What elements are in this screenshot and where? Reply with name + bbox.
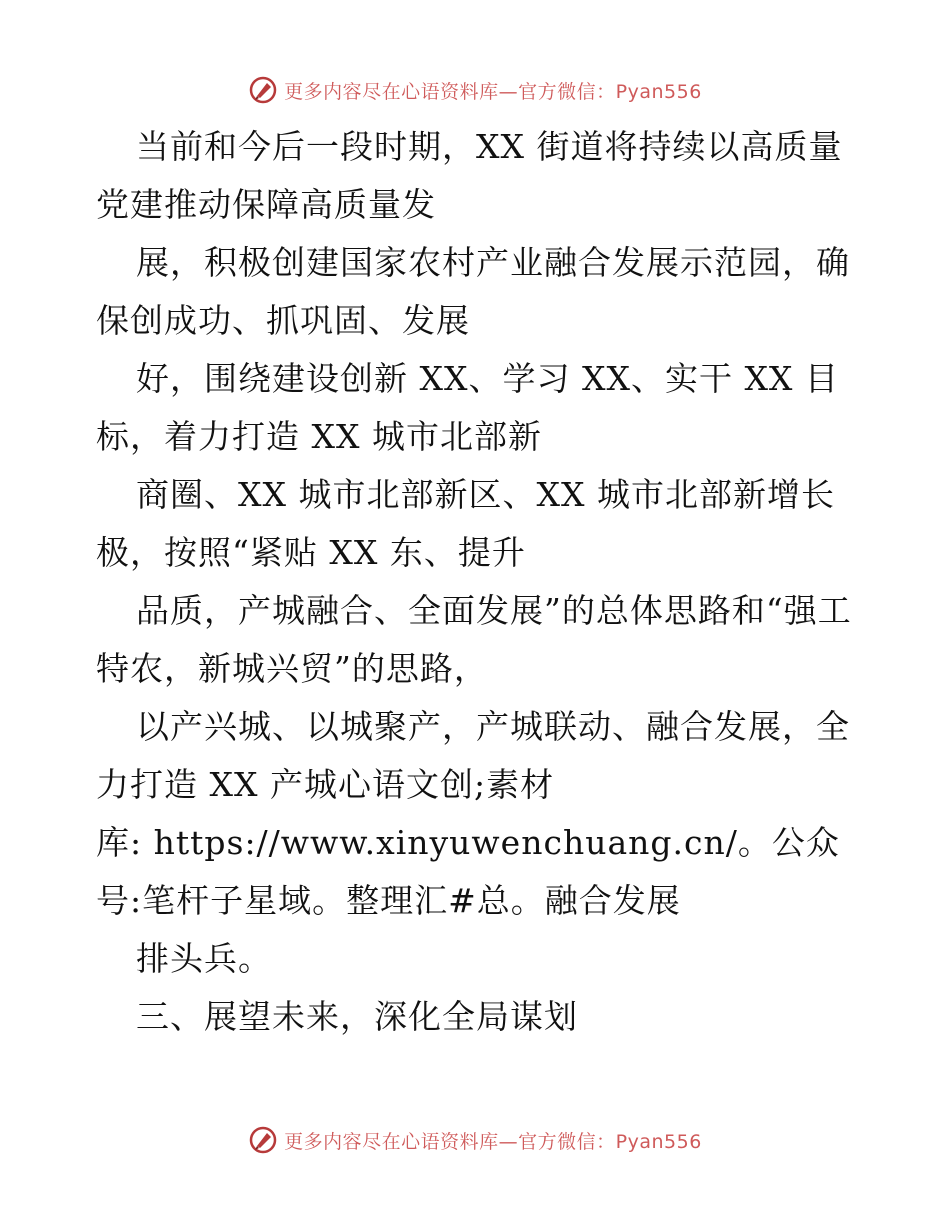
paragraph-2: 展，积极创建国家农村产业融合发展示范园，确保创成功、抓巩固、发展 (96, 243, 850, 340)
paragraph-3: 好，围绕建设创新 XX、学习 XX、实干 XX 目标，着力打造 XX 城市北部新 (96, 359, 839, 456)
footer-watermark (0, 1120, 950, 1160)
header-watermark (0, 70, 950, 110)
paragraph-7: 库: https://www.xinyuwenchuang.cn/。公众号:笔杆子星域。整理汇#总。融合发展 (96, 823, 840, 920)
pen-nib-icon (248, 75, 278, 105)
footer-watermark-text: 更多内容尽在心语资料库—官方微信：Pyan556 (284, 1130, 702, 1153)
paragraph-5: 品质，产城融合、全面发展”的总体思路和“强工特农，新城兴贸”的思路， (96, 591, 852, 688)
paragraph-6: 以产兴城、以城聚产，产城联动、融合发展，全力打造 XX 产城心语文创;素材 (96, 707, 850, 804)
paragraph-1: 当前和今后一段时期，XX 街道将持续以高质量党建推动保障高质量发 (96, 127, 843, 224)
paragraph-8: 排头兵。 (136, 939, 272, 978)
pen-nib-icon (248, 1125, 278, 1155)
header-watermark-text: 更多内容尽在心语资料库—官方微信：Pyan556 (284, 80, 702, 103)
document-body (96, 118, 876, 1046)
paragraph-4: 商圈、XX 城市北部新区、XX 城市北部新增长极，按照“紧贴 XX 东、提升 (96, 475, 835, 572)
section-heading: 三、展望未来，深化全局谋划 (136, 997, 578, 1036)
